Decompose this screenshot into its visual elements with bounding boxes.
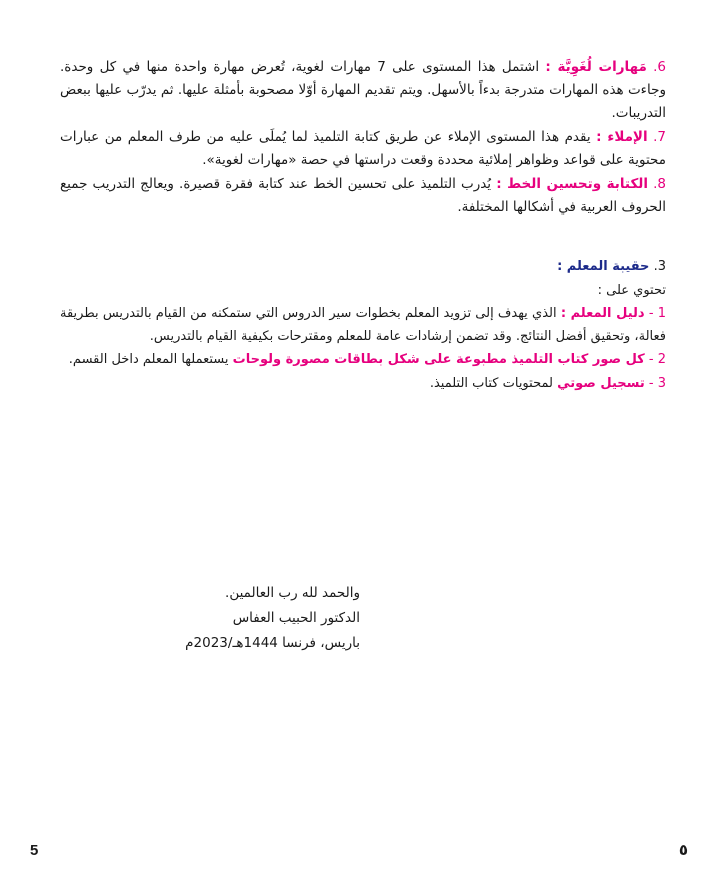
item-8-title: الكتابة وتحسين الخط : — [496, 176, 648, 192]
item-7-number: 7. — [653, 129, 666, 145]
section-intro: تحتوي على : — [597, 282, 666, 298]
section-title: حقيبة المعلم : — [557, 259, 650, 274]
kit-item-2 — [60, 349, 666, 372]
kit-item-3-title: تسجيل صوتي — [557, 375, 645, 391]
kit-item-1 — [60, 303, 666, 348]
kit-item-2-number: 2 - — [648, 352, 666, 367]
section-heading — [60, 256, 666, 279]
page-number-latin: 5 — [30, 842, 39, 859]
item-8-number: 8. — [653, 176, 667, 192]
item-7-text: يقدم هذا المستوى الإملاء عن طريق كتابة التلميذ لما يُملَى عليه من طرف المعلم من عبارات محتوية على قواعد وظواهر إملائية محددة وقعت دراستها في حصة «مهارات لغوية». — [60, 129, 666, 168]
kit-item-3-number: 3 - — [648, 375, 666, 391]
kit-item-2-text: يستعملها المعلم داخل القسم. — [68, 352, 229, 367]
item-7 — [60, 126, 666, 172]
section-teacher-kit — [60, 256, 666, 396]
item-8 — [60, 173, 666, 219]
kit-item-1-number: 1 - — [648, 306, 666, 321]
item-6-title: مَهارات لُغَوِيَّة : — [545, 59, 647, 75]
section-number: 3. — [653, 259, 666, 274]
item-7-title: الإملاء : — [596, 129, 648, 145]
closing-line: والحمد لله رب العالمين. — [225, 585, 360, 601]
kit-item-3-text: لمحتويات كتاب التلميذ. — [429, 375, 553, 391]
signature-block — [60, 582, 360, 657]
item-6-text: اشتمل هذا المستوى على 7 مهارات لغوية، تُعرض مهارة واحدة منها في كل وحدة. وجاءت هذه المهارات متدرجة بدءاً بالأسهل. ويتم تقديم المهارة أوّلا مصحوبة بأمثلة عليها. ثم يدرّب عليها ببعض التدريبات. — [60, 59, 666, 121]
item-6-number: 6. — [653, 59, 667, 75]
kit-item-3 — [60, 373, 666, 396]
item-8-text: يُدرب التلميذ على تحسين الخط عند كتابة فقرة قصيرة. ويعالج التدريب جميع الحروف العربية في أشكالها المختلفة. — [60, 176, 666, 215]
page-number-arabic: ٥ — [678, 841, 688, 859]
author-name: الدكتور الحبيب العفاس — [232, 610, 360, 626]
kit-item-1-text: الذي يهدف إلى تزويد المعلم بخطوات سير الدروس التي ستمكنه من القيام بالتدريس بطريقة فعالة، وتحقيق أفضل النتائج. وقد تضمن إرشادات عامة للمعلم ومقترحات بكيفية القيام بالتدريس. — [60, 306, 666, 344]
kit-item-1-title: دليل المعلم : — [560, 306, 645, 321]
kit-item-2-title: كل صور كتاب التلميذ مطبوعة على شكل بطاقات مصورة ولوحات — [232, 352, 645, 367]
section-language-skills — [60, 56, 666, 220]
place-date: باريس، فرنسا 1444هـ/2023م — [185, 635, 360, 651]
item-6 — [60, 56, 666, 125]
